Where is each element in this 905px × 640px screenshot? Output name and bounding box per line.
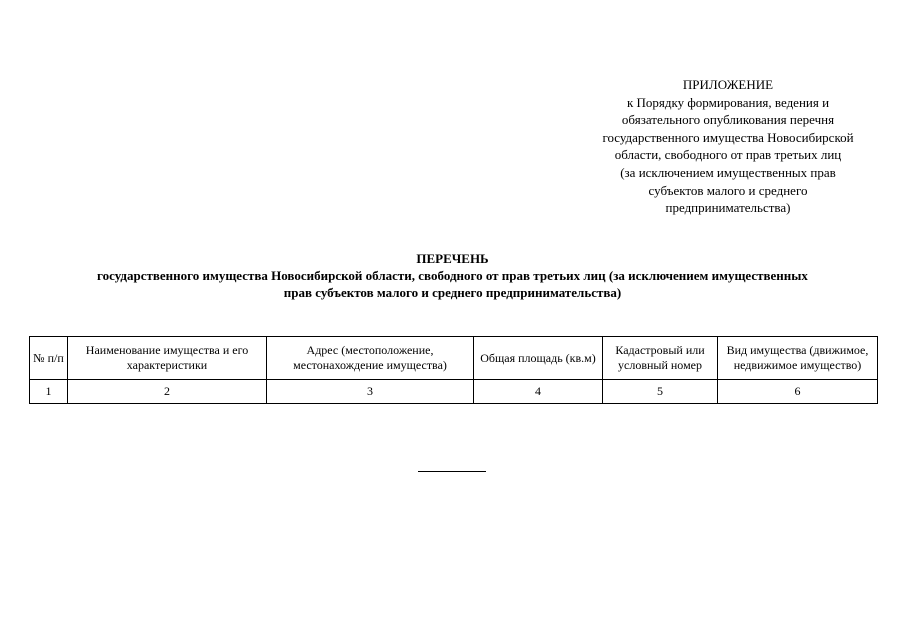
column-header-number: № п/п xyxy=(30,337,68,380)
table-header-row xyxy=(30,337,878,380)
appendix-line: (за исключением имущественных прав xyxy=(620,164,836,180)
column-header-cadastral-number: Кадастровый или условный номер xyxy=(603,337,718,380)
table-cell: 6 xyxy=(718,380,878,404)
table-cell: 3 xyxy=(267,380,474,404)
footer-divider xyxy=(418,471,486,472)
appendix-line: обязательного опубликования перечня xyxy=(621,112,835,128)
document-title xyxy=(20,251,885,301)
title-subtitle-line: прав субъектов малого и среднего предпринимательства) xyxy=(283,284,622,300)
appendix-line: предпринимательства) xyxy=(665,200,791,216)
table-row xyxy=(30,380,878,404)
column-header-property-type: Вид имущества (движимое, недвижимое имущество) xyxy=(718,337,878,380)
table-cell: 5 xyxy=(603,380,718,404)
appendix-block xyxy=(573,76,883,217)
appendix-line: к Порядку формирования, ведения и xyxy=(626,94,830,110)
appendix-label: ПРИЛОЖЕНИЕ xyxy=(682,77,774,92)
appendix-line: субъектов малого и среднего xyxy=(648,182,808,198)
title-subtitle-line: государственного имущества Новосибирской области, свободного от прав третьих лиц (за исключением имущественных xyxy=(97,267,808,283)
column-header-address: Адрес (местоположение, местонахождение имущества) xyxy=(267,337,474,380)
appendix-line: государственного имущества Новосибирской xyxy=(602,129,854,145)
property-register-table xyxy=(29,336,878,404)
table-cell: 2 xyxy=(68,380,267,404)
column-header-area: Общая площадь (кв.м) xyxy=(474,337,603,380)
table-cell: 4 xyxy=(474,380,603,404)
appendix-line: области, свободного от прав третьих лиц xyxy=(614,147,842,163)
table-cell: 1 xyxy=(30,380,68,404)
column-header-name: Наименование имущества и его характеристики xyxy=(68,337,267,380)
title-heading: ПЕРЕЧЕНЬ xyxy=(416,251,489,266)
